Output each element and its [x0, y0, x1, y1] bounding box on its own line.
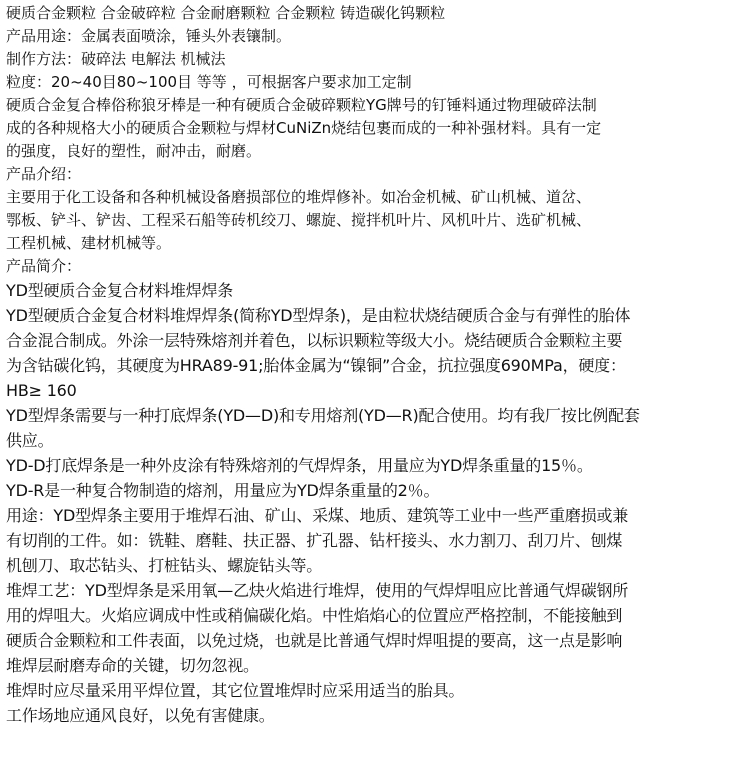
paragraph [6, 578, 744, 678]
text-line: 鄂板、铲斗、铲齿、工程采石船等砖机绞刀、螺旋、搅拌机叶片、风机叶片、选矿机械、 [6, 211, 592, 229]
text-line: 硬质合金复合棒俗称狼牙棒是一种有硬质合金破碎颗粒YG牌号的钉锤料通过物理破碎法制 [6, 96, 597, 114]
text-line: YD型硬质合金复合材料堆焊焊条 [6, 281, 234, 300]
text-line: YD-D打底焊条是一种外皮涂有特殊熔剂的气焊焊条，用量应为YD焊条重量的15％。 [6, 456, 593, 475]
text-line: HB≥ 160 [6, 381, 77, 400]
text-line: 产品用途：金属表面喷涂，锤头外表镶制。 [6, 27, 292, 45]
paragraph [6, 48, 744, 71]
text-line: 成的各种规格大小的硬质合金颗粒与焊材CuNiZn烧结包裹而成的一种补强材料。具有一定 [6, 119, 602, 137]
paragraph [6, 163, 744, 186]
paragraph [6, 94, 744, 163]
paragraph [6, 703, 744, 728]
paragraph [6, 186, 744, 255]
text-line: YD型焊条需要与一种打底焊条(YD—D)和专用熔剂(YD—R)配合使用。均有我厂按比例配套 [6, 406, 640, 425]
text-line: 工程机械、建材机械等。 [6, 234, 172, 252]
paragraph [6, 303, 744, 403]
text-line: YD型硬质合金复合材料堆焊焊条(简称YD型焊条)，是由粒状烧结硬质合金与有弹性的胎体 [6, 306, 631, 325]
text-line: 供应。 [6, 431, 54, 450]
text-line: 的强度，良好的塑性，耐冲击，耐磨。 [6, 142, 262, 160]
text-line: 堆焊时应尽量采用平焊位置，其它位置堆焊时应采用适当的胎具。 [6, 681, 465, 700]
paragraph [6, 25, 744, 48]
paragraph [6, 2, 744, 25]
text-line: 粒度：20~40目80~100目 等等 ，可根据客户要求加工定制 [6, 73, 412, 91]
text-line: 为含钴碳化钨，其硬度为HRA89-91;胎体金属为“镍铜”合金，抗拉强度690MPa，硬度： [6, 356, 626, 375]
paragraph [6, 678, 744, 703]
paragraph [6, 71, 744, 94]
text-line: YD-R是一种复合物制造的熔剂，用量应为YD焊条重量的2％。 [6, 481, 440, 500]
text-line: 堆焊工艺：YD型焊条是采用氧—乙炔火焰进行堆焊，使用的气焊焊咀应比普通气焊碳钢所 [6, 581, 629, 600]
text-line: 用的焊咀大。火焰应调成中性或稍偏碳化焰。中性焰焰心的位置应严格控制，不能接触到 [6, 606, 623, 625]
text-line: 产品介绍： [6, 165, 82, 183]
text-line: 用途：YD型焊条主要用于堆焊石油、矿山、采煤、地质、建筑等工业中一些严重磨损或兼 [6, 506, 629, 525]
paragraph [6, 403, 744, 453]
paragraph [6, 503, 744, 578]
text-line: 合金混合制成。外涂一层特殊熔剂并着色，以标识颗粒等级大小。烧结硬质合金颗粒主要 [6, 331, 623, 350]
paragraph [6, 278, 744, 303]
text-line: 主要用于化工设备和各种机械设备磨损部位的堆焊修补。如冶金机械、矿山机械、道岔、 [6, 188, 592, 206]
document-body [6, 2, 744, 728]
text-line: 有切削的工件。如：铣鞋、磨鞋、扶正器、扩孔器、钻杆接头、水力割刀、刮刀片、刨煤 [6, 531, 623, 550]
text-line: 堆焊层耐磨寿命的关键，切勿忽视。 [6, 656, 259, 675]
paragraph [6, 478, 744, 503]
text-line: 硬质合金颗粒和工件表面，以免过烧，也就是比普通气焊时焊咀提的要高，这一点是影响 [6, 631, 623, 650]
paragraph [6, 255, 744, 278]
text-line: 机刨刀、取芯钻头、打桩钻头、螺旋钻头等。 [6, 556, 323, 575]
text-line: 硬质合金颗粒 合金破碎粒 合金耐磨颗粒 合金颗粒 铸造碳化钨颗粒 [6, 4, 446, 22]
paragraph [6, 453, 744, 478]
text-line: 制作方法：破碎法 电解法 机械法 [6, 50, 226, 68]
text-line: 产品简介： [6, 257, 82, 275]
text-line: 工作场地应通风良好，以免有害健康。 [6, 706, 275, 725]
